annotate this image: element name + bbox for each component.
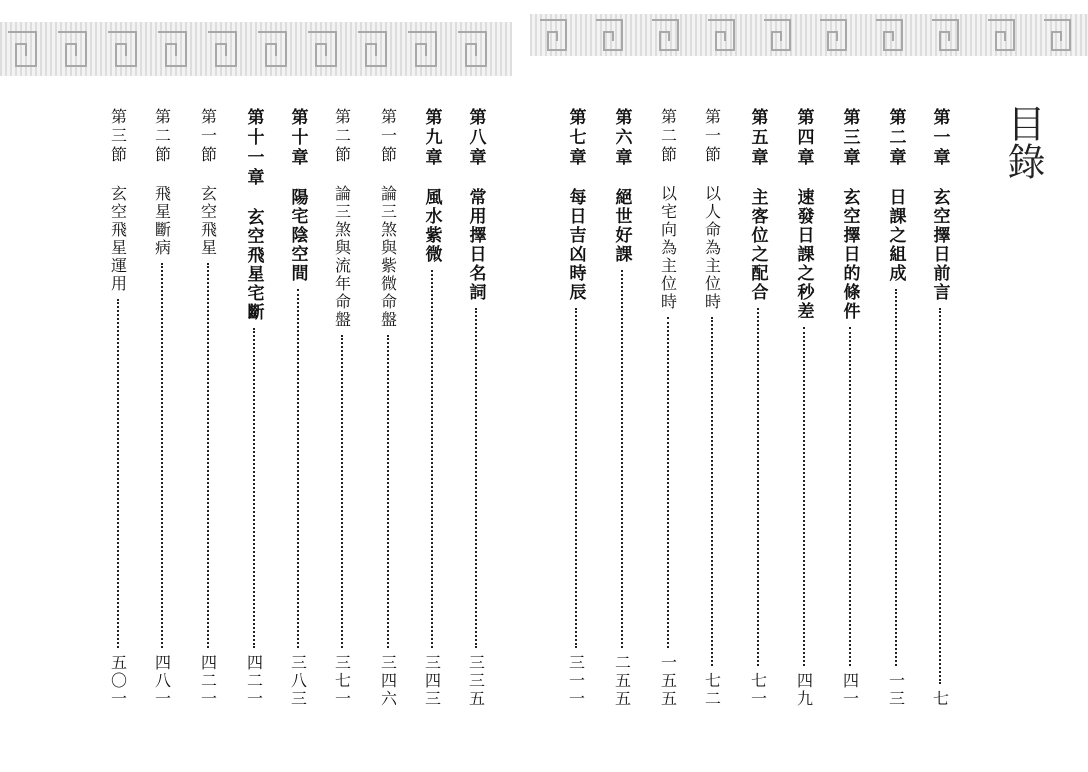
toc-title: 目錄 [1001,104,1045,180]
toc-entry-page: 四八一 [152,654,172,708]
toc-leader-dots [297,289,299,648]
toc-entry-page: 一三 [886,672,906,708]
toc-leader-dots [117,299,119,648]
toc-entry-title: 以宅向為主位時 [658,185,678,311]
toc-entry-page: 三八三 [288,654,308,708]
toc-entry [376,108,400,708]
toc-leader-dots [939,308,941,684]
toc-entry-number: 第一節 [702,108,722,165]
toc-entry-title: 陽宅陰空間 [287,188,308,283]
toc-entry-number: 第二節 [332,108,352,165]
toc-leader-dots [253,328,255,648]
toc-entry-page: 三四三 [422,654,442,708]
toc-entry-number: 第四章 [793,108,814,168]
toc-entry-title: 風水紫微 [421,188,442,264]
toc-entry [928,108,952,708]
toc-leader-dots [757,308,759,666]
toc-entry-title: 論三煞與紫微命盤 [378,185,398,329]
toc-leader-dots [803,327,805,666]
toc-entry-page: 四二一 [244,654,264,708]
toc-leader-dots [575,308,577,648]
toc-leader-dots [431,270,433,648]
toc-entry [150,108,174,708]
toc-entry-page: 三四六 [378,654,398,708]
toc-entry-number: 第七章 [565,108,586,168]
toc-entry [196,108,220,708]
toc-entry [420,108,444,708]
toc-leader-dots [849,327,851,666]
toc-entry [106,108,130,708]
toc-entry-page: 四二一 [198,654,218,708]
toc-entry [286,108,310,708]
toc-entry [792,108,816,708]
toc-entry-page: 四九 [794,672,814,708]
toc-entry-number: 第一節 [198,108,218,165]
decorative-border-left [0,22,512,76]
toc-entry-page: 七二 [702,672,722,708]
toc-leader-dots [711,317,713,666]
toc-leader-dots [207,263,209,648]
toc-entry-number: 第九章 [421,108,442,168]
toc-entry-title: 常用擇日名詞 [465,188,486,302]
toc-entry-title: 速發日課之秒差 [793,188,814,321]
toc-entry-number: 第二章 [885,108,906,168]
toc-entry [330,108,354,708]
toc-entry-number: 第一節 [378,108,398,165]
toc-entry [700,108,724,708]
toc-leader-dots [895,289,897,666]
toc-entry-number: 第十章 [287,108,308,168]
toc-entry-page: 七一 [748,672,768,708]
toc-entry-title: 絕世好課 [611,188,632,264]
toc-entry-page: 一五五 [658,654,678,708]
toc-entry-page: 五〇一 [108,654,128,708]
toc-entry [838,108,862,708]
toc-entry [242,108,266,708]
toc-entry-title: 玄空擇日前言 [929,188,950,302]
toc-entry [884,108,908,708]
toc-entry-number: 第三節 [108,108,128,165]
toc-entry-page: 二五五 [612,654,632,708]
toc-entry-title: 玄空飛星運用 [108,185,128,293]
meander-pattern-icon [0,22,512,76]
toc-leader-dots [475,308,477,648]
toc-entry-page: 三三五 [466,654,486,708]
toc-entry [656,108,680,708]
toc-leader-dots [621,270,623,648]
toc-entry [564,108,588,708]
toc-entry-number: 第十一章 [243,108,264,188]
toc-entry [746,108,770,708]
toc-entry-page: 三一一 [566,654,586,708]
toc-leader-dots [341,335,343,648]
toc-entry-number: 第二節 [658,108,678,165]
toc-entry-number: 第五章 [747,108,768,168]
toc-entry-title: 論三煞與流年命盤 [332,185,352,329]
toc-entry-title: 玄空飛星宅斷 [243,208,264,322]
toc-entry [464,108,488,708]
toc-entry-page: 七 [930,690,950,708]
meander-pattern-icon [530,14,1088,56]
toc-entry [610,108,634,708]
toc-leader-dots [387,335,389,648]
toc-entry-number: 第三章 [839,108,860,168]
toc-entry-page: 四一 [840,672,860,708]
toc-entry-number: 第二節 [152,108,172,165]
toc-entry-title: 飛星斷病 [152,185,172,257]
toc-entry-page: 三七一 [332,654,352,708]
toc-entry-title: 玄空擇日的條件 [839,188,860,321]
decorative-border-right [530,14,1088,56]
toc-entry-number: 第八章 [465,108,486,168]
toc-leader-dots [161,263,163,648]
toc-entry-title: 以人命為主位時 [702,185,722,311]
toc-entry-title: 日課之組成 [885,188,906,283]
toc-entry-number: 第一章 [929,108,950,168]
toc-entry-title: 每日吉凶時辰 [565,188,586,302]
toc-leader-dots [667,317,669,648]
toc-entry-title: 主客位之配合 [747,188,768,302]
toc-entry-title: 玄空飛星 [198,185,218,257]
toc-entry-number: 第六章 [611,108,632,168]
